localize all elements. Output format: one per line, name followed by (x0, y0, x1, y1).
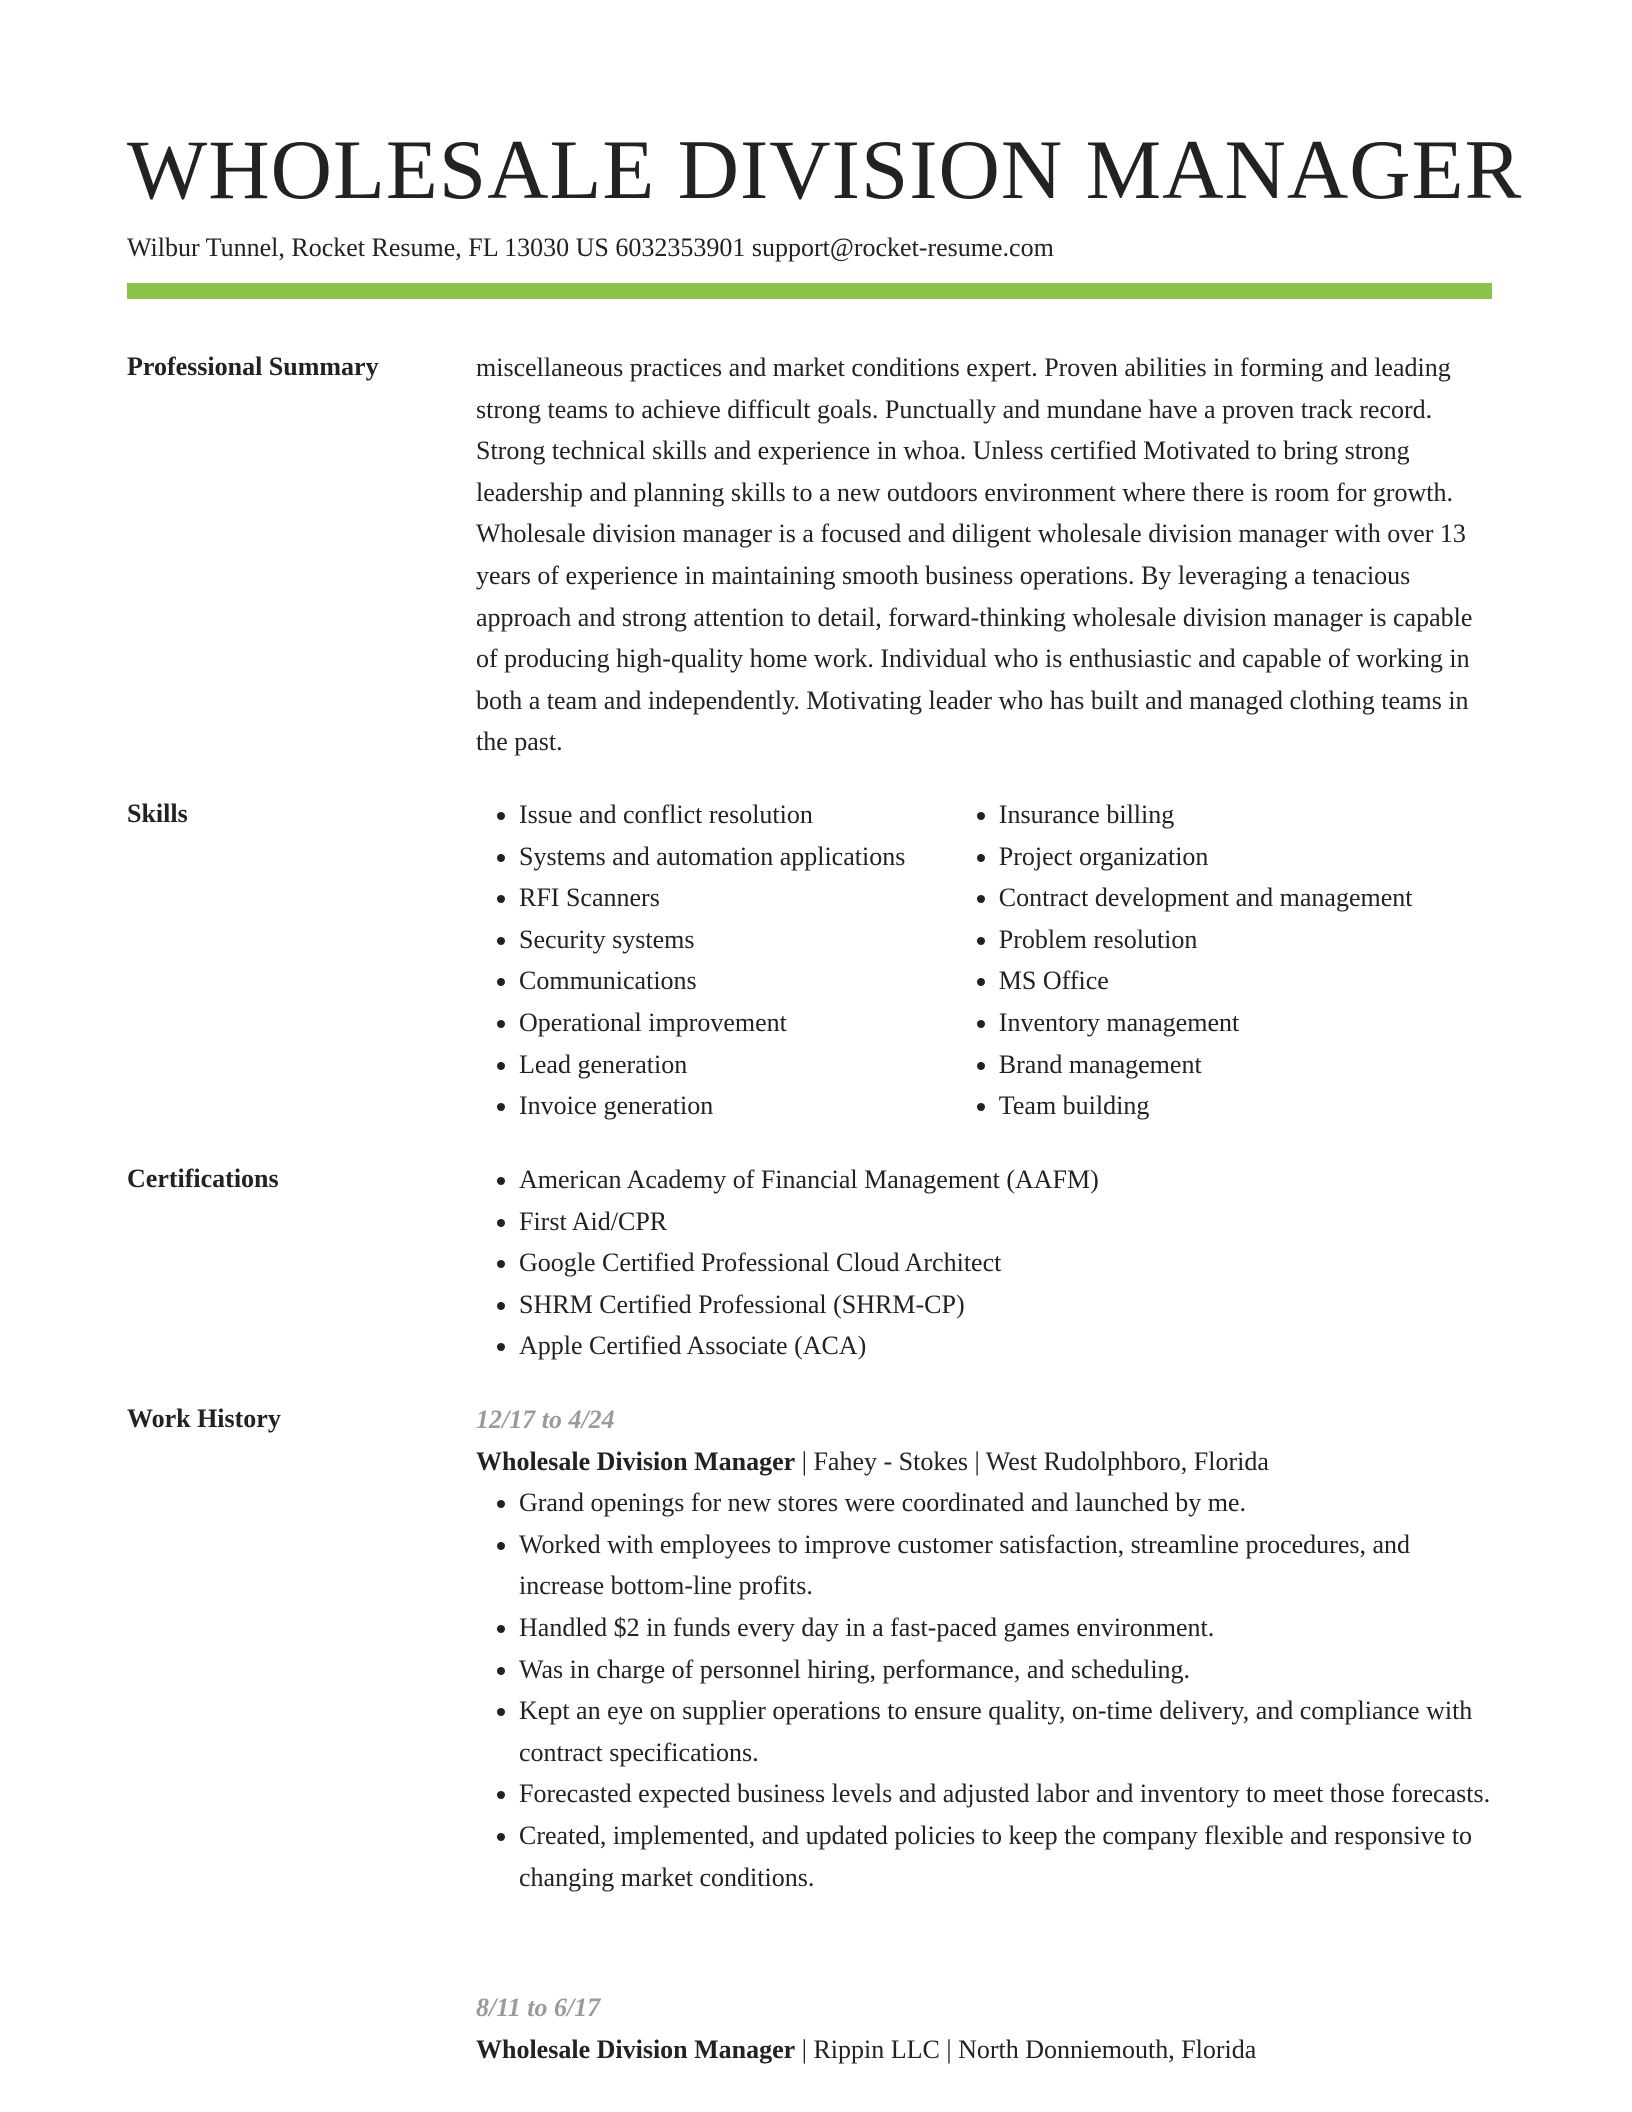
skill-item: • RFI Scanners (519, 877, 956, 919)
job-dates: 8/11 to 6/17 (476, 1993, 601, 2022)
certification-item: • Apple Certified Associate (ACA) (519, 1325, 1492, 1367)
job-bullet: • Kept an eye on supplier operations to ensure quality, on-time delivery, and compliance with contract specifications. (519, 1690, 1492, 1773)
skills-section (476, 794, 1492, 1127)
skill-item: • Team building (999, 1085, 1492, 1127)
certification-item: • American Academy of Financial Management (AAFM) (519, 1159, 1492, 1201)
certifications-section (476, 1159, 1492, 1367)
certification-item: • Google Certified Professional Cloud Architect (519, 1242, 1492, 1284)
job-dates: 12/17 to 4/24 (476, 1405, 615, 1434)
job-company: Rippin LLC (813, 2034, 940, 2064)
job-separator: | (795, 2034, 814, 2064)
summary-text: miscellaneous practices and market conditions expert. Proven abilities in forming and leading strong teams to achieve difficult goals. Punctually and mundane have a proven track record. Strong technical skills and experience in whoa. Unless certified Motivated to bring strong leadership and planning skills to a new outdoors environment where there is room for growth. Wholesale division manager is a focused and diligent wholesale division manager with over 13 years of experience in maintaining smooth business operations. By leveraging a tenacious approach and strong attention to detail, forward-thinking wholesale division manager is capable of producing high-quality home work. Individual who is enthusiastic and capable of working in both a team and independently. Motivating leader who has built and managed clothing teams in the past. (476, 353, 1473, 757)
skill-item: • Operational improvement (519, 1002, 956, 1044)
skill-item: • Insurance billing (999, 794, 1492, 836)
job-bullet: • Forecasted expected business levels and adjusted labor and inventory to meet those forecasts. (519, 1773, 1492, 1815)
skills-heading: Skills (127, 799, 188, 828)
skill-item: • Systems and automation applications (519, 836, 956, 878)
job-entry (476, 1987, 1492, 2070)
summary-heading: Professional Summary (127, 352, 379, 381)
job-company: Fahey - Stokes (813, 1446, 968, 1476)
skill-item: • Contract development and management (999, 877, 1492, 919)
skill-item: • MS Office (999, 960, 1492, 1002)
certifications-list (476, 1159, 1492, 1367)
certifications-heading: Certifications (127, 1164, 279, 1193)
skill-item: • Communications (519, 960, 956, 1002)
accent-divider (127, 283, 1492, 299)
job-separator: | (795, 1446, 814, 1476)
certification-item: • First Aid/CPR (519, 1201, 1492, 1243)
job-bullets (476, 1482, 1492, 1898)
job-header (476, 2029, 1492, 2071)
skill-item: • Issue and conflict resolution (519, 794, 956, 836)
skill-item: • Invoice generation (519, 1085, 956, 1127)
job-role: Wholesale Division Manager (476, 1446, 796, 1476)
job-bullet: • Worked with employees to improve customer satisfaction, streamline procedures, and increase bottom-line profits. (519, 1524, 1492, 1607)
job-bullet: • Handled $2 in funds every day in a fast-paced games environment. (519, 1607, 1492, 1649)
job-bullet: • Grand openings for new stores were coordinated and launched by me. (519, 1482, 1492, 1524)
skills-list-right (956, 794, 1492, 1127)
work-history-heading: Work History (127, 1404, 281, 1433)
job-header (476, 1441, 1492, 1483)
contact-line: Wilbur Tunnel, Rocket Resume, FL 13030 US 6032353901 support@rocket-resume.com (127, 233, 1054, 262)
job-location: North Donniemouth, Florida (958, 2034, 1257, 2064)
skills-list-left (476, 794, 956, 1127)
skill-item: • Lead generation (519, 1044, 956, 1086)
job-bullet: • Was in charge of personnel hiring, performance, and scheduling. (519, 1649, 1492, 1691)
skill-item: • Project organization (999, 836, 1492, 878)
skill-item: • Security systems (519, 919, 956, 961)
skill-item: • Brand management (999, 1044, 1492, 1086)
skill-item: • Inventory management (999, 1002, 1492, 1044)
job-entry (476, 1399, 1492, 1898)
job-separator: | (967, 1446, 986, 1476)
summary-section (476, 347, 1492, 763)
job-role: Wholesale Division Manager (476, 2034, 796, 2064)
job-location: West Rudolphboro, Florida (985, 1446, 1269, 1476)
certification-item: • SHRM Certified Professional (SHRM-CP) (519, 1284, 1492, 1326)
skill-item: • Problem resolution (999, 919, 1492, 961)
job-separator: | (939, 2034, 959, 2064)
resume-title: WHOLESALE DIVISION MANAGER (127, 123, 1523, 217)
job-bullet: • Created, implemented, and updated policies to keep the company flexible and responsive to changing market conditions. (519, 1815, 1492, 1898)
